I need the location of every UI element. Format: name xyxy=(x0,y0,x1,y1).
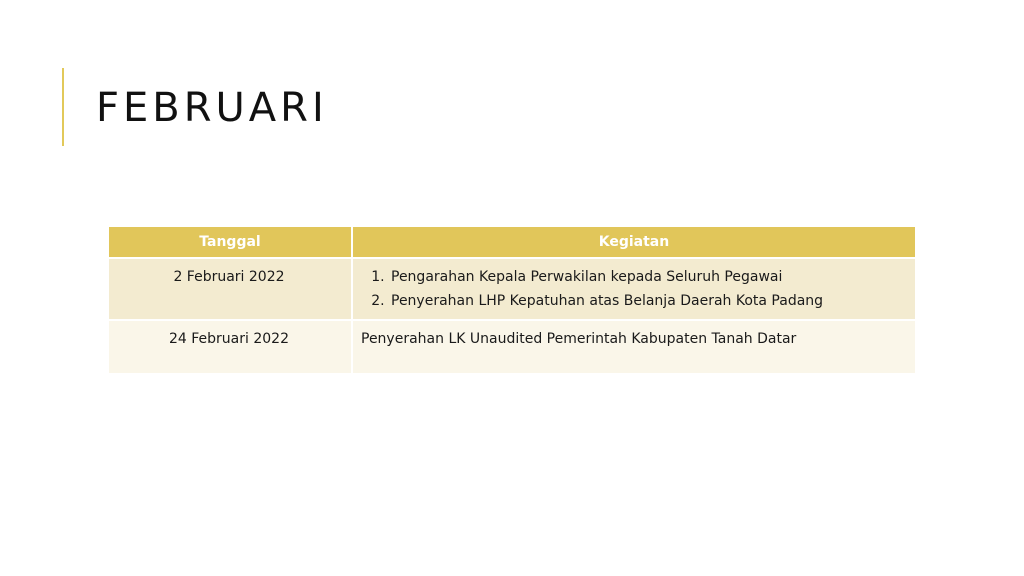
table-header-row xyxy=(109,227,915,258)
column-header-activity: Kegiatan xyxy=(352,227,915,258)
slide-title: FEBRUARI xyxy=(96,85,328,131)
column-header-date: Tanggal xyxy=(109,227,352,258)
date-cell: 2 Februari 2022 xyxy=(109,258,352,320)
date-cell: 24 Februari 2022 xyxy=(109,320,352,373)
table-row xyxy=(109,320,915,373)
title-accent-bar xyxy=(62,68,64,146)
activity-list xyxy=(361,265,905,313)
activity-cell xyxy=(352,258,915,320)
table-row xyxy=(109,258,915,320)
activity-table xyxy=(109,227,915,373)
list-item: 2. Penyerahan LHP Kepatuhan atas Belanja Daerah Kota Padang xyxy=(389,289,905,313)
list-item: 1. Pengarahan Kepala Perwakilan kepada Seluruh Pegawai xyxy=(389,265,905,289)
activity-cell: Penyerahan LK Unaudited Pemerintah Kabupaten Tanah Datar xyxy=(352,320,915,373)
